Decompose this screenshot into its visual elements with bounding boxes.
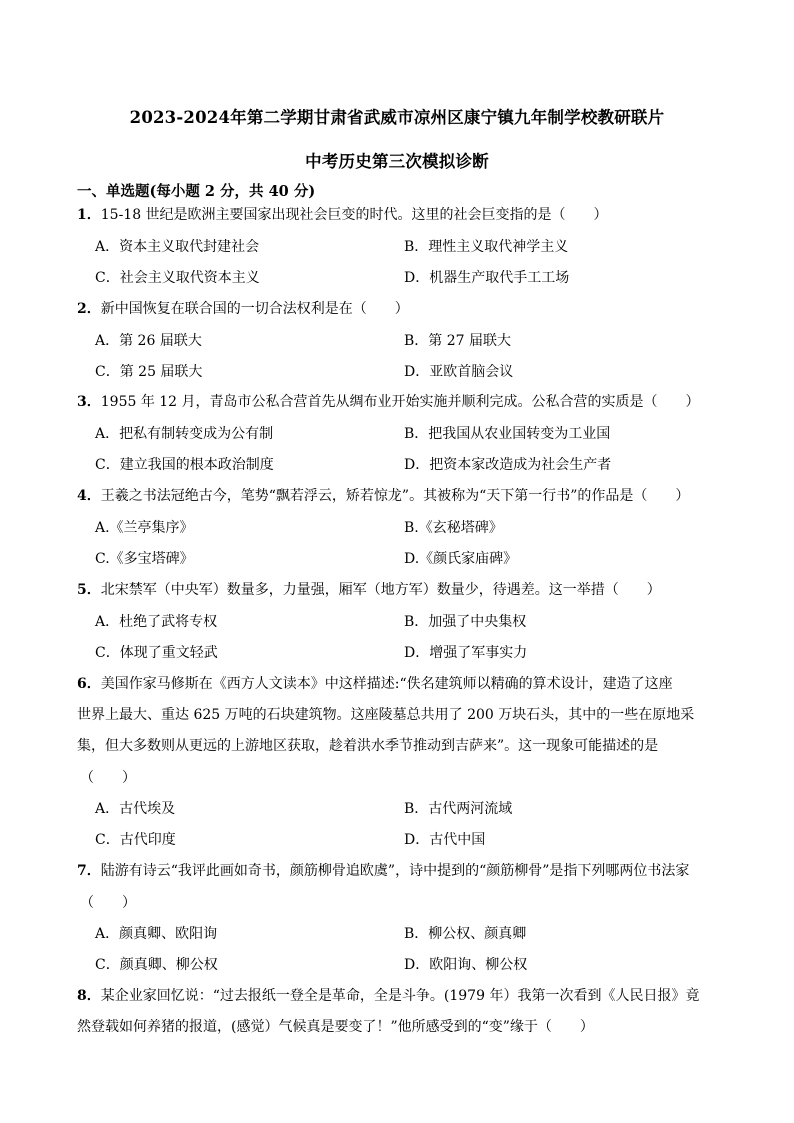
option-d: D．欧阳询、柳公权 <box>404 957 528 973</box>
option-d: D．把资本家改造成为社会生产者 <box>404 457 612 473</box>
option-d: D．古代中国 <box>404 832 486 848</box>
question-number: 1． <box>77 207 101 223</box>
exam-title-line2: 中考历史第三次模拟诊断 <box>305 152 489 171</box>
question-6-line-4: （ ） <box>80 770 136 786</box>
question-6-line-2: 世界上最大、重达 625 万吨的石块建筑物。这座陵墓总共用了 200 万块石头，其中的一些在原地采 <box>77 707 695 723</box>
option-a: A．第 26 届联大 <box>95 333 202 349</box>
question-6-line-3: 集，但大多数则从更远的上游地区获取，趁着洪水季节推动到吉萨来”。这一现象可能描述的是 <box>77 738 659 754</box>
option-a: A．把私有制转变成为公有制 <box>95 426 274 442</box>
exam-title-line1: 2023-2024年第二学期甘肃省武威市凉州区康宁镇九年制学校教研联片 <box>129 108 665 127</box>
question-stem: 1955 年 12 月，青岛市公私合营首先从绸布业开始实施并顺利完成。公私合营的实质是（ ） <box>100 394 700 410</box>
option-b: B．把我国从农业国转变为工业国 <box>404 426 611 442</box>
question-stem: 新中国恢复在联合国的一切合法权利是在（ ） <box>100 301 409 317</box>
option-b: B．加强了中央集权 <box>404 614 527 630</box>
option-a: A．资本主义取代封建社会 <box>95 239 260 255</box>
section-heading: 一、单选题(每小题 2 分，共 40 分) <box>77 183 316 200</box>
question-number: 3． <box>77 394 101 410</box>
option-d: D．机器生产取代手工工场 <box>404 270 570 286</box>
option-a: A.《兰亭集序》 <box>95 520 194 536</box>
option-d: D．亚欧首脑会议 <box>404 364 514 380</box>
option-b: B．理性主义取代神学主义 <box>404 239 569 255</box>
option-c: C．体现了重文轻武 <box>95 645 218 661</box>
option-a: A．杜绝了武将专权 <box>95 614 218 630</box>
question-3 <box>77 387 737 418</box>
option-c: C．社会主义取代资本主义 <box>95 270 260 286</box>
question-5 <box>77 575 737 606</box>
question-number: 4． <box>77 488 101 504</box>
question-7-line-2: （ ） <box>80 895 136 911</box>
question-2 <box>77 294 737 325</box>
option-c: C.《多宝塔碑》 <box>95 551 194 567</box>
question-7-line-1 <box>77 856 739 887</box>
question-number: 2． <box>77 301 101 317</box>
question-number: 5． <box>77 582 101 598</box>
question-8-line-2: 然登载如何养猪的报道，(感觉）气候真是要变了！”他所感受到的“变”缘于（ ） <box>77 1019 594 1035</box>
option-b: B．柳公权、颜真卿 <box>404 926 527 942</box>
option-b: B.《玄秘塔碑》 <box>404 520 503 536</box>
option-c: C．颜真卿、柳公权 <box>95 957 218 973</box>
question-8-line-1 <box>77 981 739 1012</box>
question-number: 8． <box>77 988 101 1004</box>
question-stem: 王羲之书法冠绝古今，笔势“飘若浮云，矫若惊龙”。其被称为“天下第一行书”的作品是（ ） <box>100 488 690 504</box>
option-b: B．第 27 届联大 <box>404 333 512 349</box>
option-c: C．第 25 届联大 <box>95 364 203 380</box>
question-number: 7． <box>77 863 101 879</box>
question-6-line-1 <box>77 669 739 700</box>
question-stem: 某企业家回忆说：“过去报纸一登全是革命，全是斗争。(1979 年）我第一次看到《人民日报》竟 <box>100 988 700 1004</box>
question-4 <box>77 481 737 512</box>
option-a: A．古代埃及 <box>95 801 176 817</box>
option-c: C．建立我国的根本政治制度 <box>95 457 274 473</box>
question-stem: 陆游有诗云“我评此画如奇书，颜筋柳骨追欧虞”，诗中提到的“颜筋柳骨”是指下列哪两位书法家 <box>100 863 690 879</box>
option-c: C．古代印度 <box>95 832 176 848</box>
question-stem: 美国作家马修斯在《西方人文读本》中这样描述:“佚名建筑师以精确的算术设计，建造了这座 <box>100 676 673 692</box>
option-b: B．古代两河流域 <box>404 801 513 817</box>
option-a: A．颜真卿、欧阳询 <box>95 926 218 942</box>
question-stem: 15-18 世纪是欧洲主要国家出现社会巨变的时代。这里的社会巨变指的是（ ） <box>100 207 608 223</box>
question-number: 6． <box>77 676 101 692</box>
option-d: D.《颜氏家庙碑》 <box>404 551 518 567</box>
question-stem: 北宋禁军（中央军）数量多，力量强，厢军（地方军）数量少，待遇差。这一举措（ ） <box>100 582 661 598</box>
option-d: D．增强了军事实力 <box>404 645 528 661</box>
question-1 <box>77 200 737 231</box>
